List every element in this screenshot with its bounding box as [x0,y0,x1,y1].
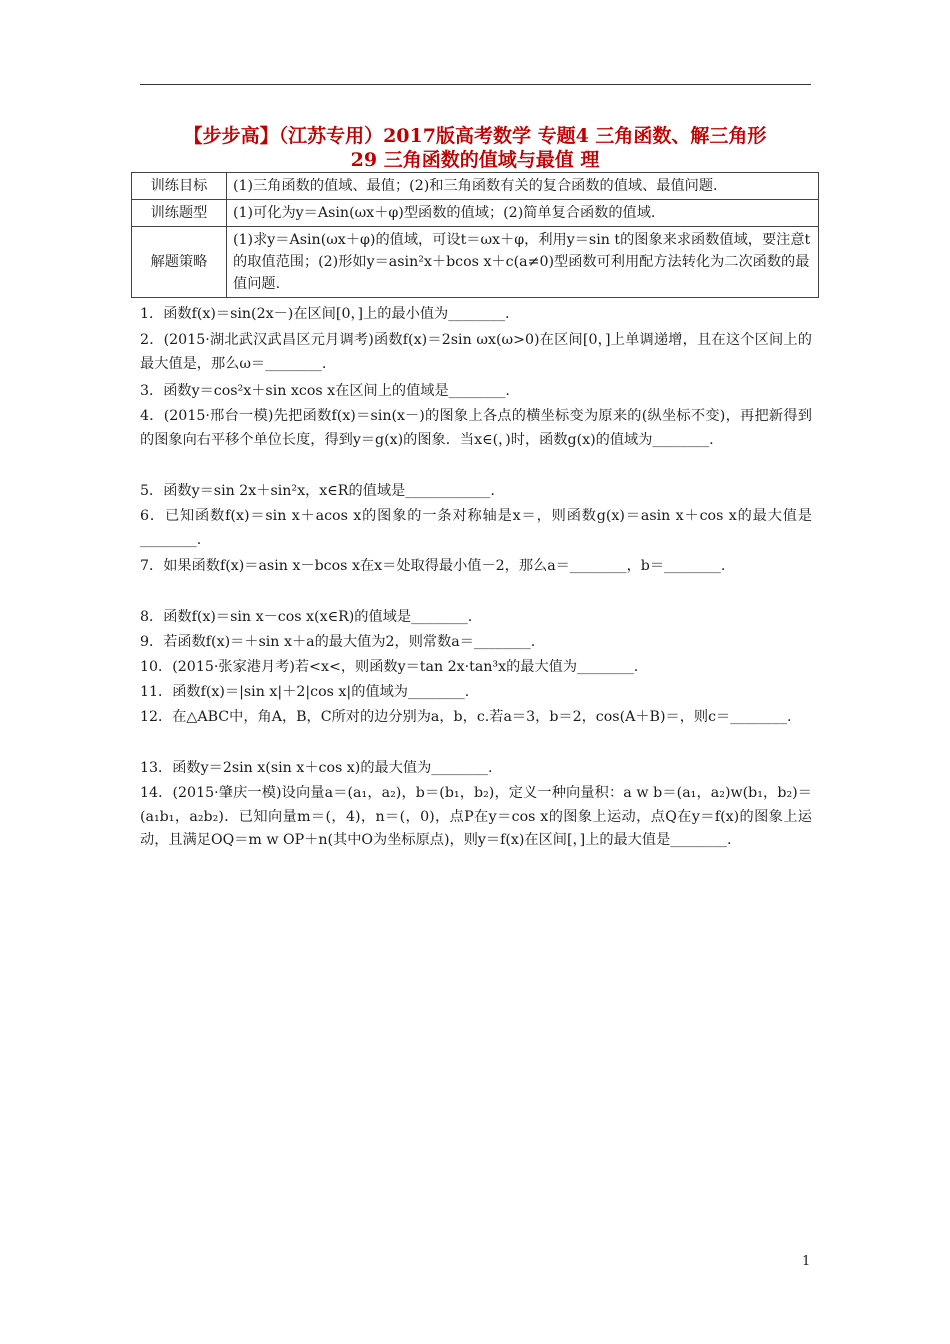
table-row [132,200,819,227]
document-title: 【步步高】（江苏专用）2017版高考数学 专题4 三角函数、解三角形 [183,125,767,147]
document-subtitle: 29 三角函数的值域与最值 理 [350,149,600,171]
page-number: 1 [802,1254,811,1269]
table-row-text: (1)求y＝Asin(ωx＋φ)的值域，可设t＝ωx＋φ，利用y＝sin t的图象来求函数值域，要注意t的取值范围；(2)形如y＝asin²x＋bcos x＋c(a≠0)型函数可利用配方法转化为二次函数的最值问题. [227,227,819,298]
table-row-text: (1)可化为y＝Asin(ωx＋φ)型函数的值域；(2)简单复合函数的值域. [227,200,819,227]
question-8: 8．函数f(x)＝sin x－cos x(x∈R)的值域是________. [140,609,473,625]
question-1: 1．函数f(x)＝sin(2x－)在区间[0，]上的最小值为________. [140,306,510,322]
header-rule [140,84,811,85]
table-row-label: 训练题型 [132,200,227,227]
question-13: 13．函数y＝2sin x(sin x＋cos x)的最大值为________. [140,760,493,776]
table-row-label: 训练目标 [132,173,227,200]
question-6: 6．已知函数f(x)＝sin x＋acos x的图象的一条对称轴是x＝，则函数g(x)＝asin x＋cos x的最大值是________. [140,508,812,548]
question-10: 10．(2015·张家港月考)若<x<，则函数y＝tan 2x·tan³x的最大值为________. [140,659,639,675]
table-row-label: 解题策略 [132,227,227,298]
question-9: 9．若函数f(x)＝＋sin x＋a的最大值为2，则常数a＝________. [140,634,536,650]
question-11: 11．函数f(x)＝|sin x|＋2|cos x|的值域为________. [140,684,470,700]
table-row [132,227,819,298]
question-3: 3．函数y＝cos²x＋sin xcos x在区间上的值域是________. [140,383,510,399]
table-row [132,173,819,200]
question-12: 12．在△ABC中，角A，B，C所对的边分别为a，b，c.若a＝3，b＝2，cos(A＋B)＝，则c＝________. [140,709,792,725]
question-5: 5．函数y＝sin 2x＋sin²x，x∈R的值域是____________. [140,483,495,499]
question-14: 14．(2015·肇庆一模)设向量a＝(a₁，a₂)，b＝(b₁，b₂)，定义一种向量积：a w b＝(a₁，a₂)w(b₁，b₂)＝(a₁b₁，a₂b₂)．已知向量m＝(，4)，n＝(，0)，点P在y＝cos x的图象上运动，点Q在y＝f(x)的图象上运动，且满足OQ＝m w OP＋n(其中O为坐标原点)，则y＝f(x)在区间[，]上的最大值是________. [140,785,812,848]
question-2: 2．(2015·湖北武汉武昌区元月调考)函数f(x)＝2sin ωx(ω>0)在区间[0，]上单调递增，且在这个区间上的最大值是，那么ω＝________. [140,332,812,372]
training-info-table [131,172,819,298]
question-4: 4．(2015·邢台一模)先把函数f(x)＝sin(x－)的图象上各点的横坐标变为原来的(纵坐标不变)，再把新得到的图象向右平移个单位长度，得到y＝g(x)的图象．当x∈(，)时，函数g(x)的值域为________. [140,408,812,448]
question-7: 7．如果函数f(x)＝asin x－bcos x在x＝处取得最小值－2，那么a＝________，b＝________. [140,558,726,574]
table-row-text: (1)三角函数的值域、最值；(2)和三角函数有关的复合函数的值域、最值问题. [227,173,819,200]
